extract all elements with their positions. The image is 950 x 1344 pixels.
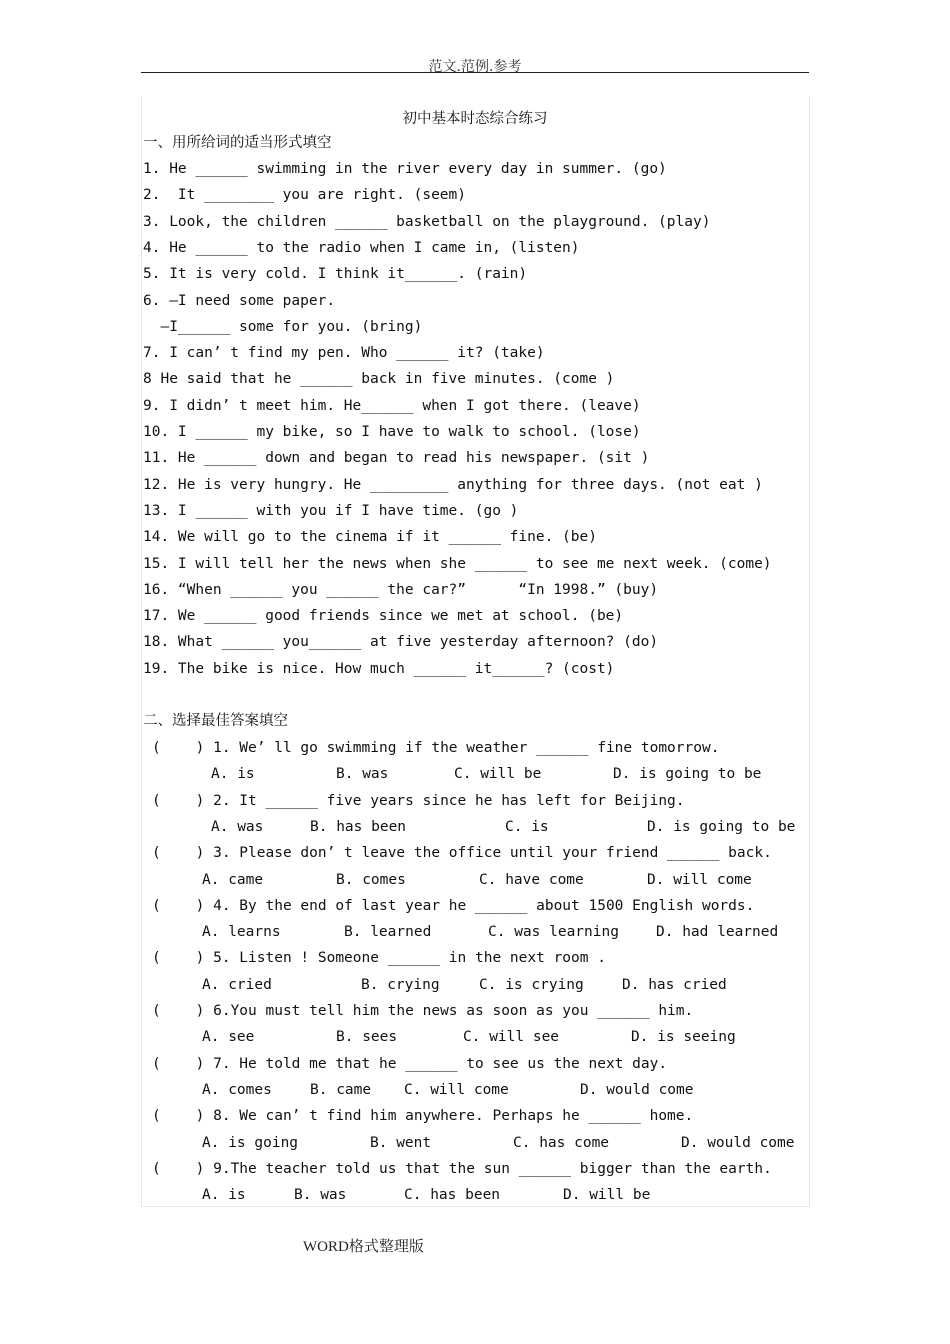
question-line: ( ) 9.The teacher told us that the sun ______ bigger than the earth. bbox=[152, 1160, 772, 1177]
header-rule bbox=[141, 72, 809, 73]
answer-option: D. is going to be bbox=[613, 766, 762, 783]
answer-option: B. learned bbox=[344, 924, 432, 941]
answer-option: A. was bbox=[211, 818, 264, 835]
answer-option: D. would come bbox=[580, 1081, 694, 1098]
page-footer: WORD格式整理版 bbox=[303, 1239, 424, 1255]
exercise-line: 8 He said that he ______ back in five minutes. (come ) bbox=[143, 371, 615, 388]
question-line: ( ) 1. We’ ll go swimming if the weather ______ fine tomorrow. bbox=[152, 740, 720, 756]
answer-option: B. has been bbox=[310, 818, 407, 835]
answer-option: D. will be bbox=[563, 1187, 651, 1204]
exercise-line: 3. Look, the children ______ basketball on the playground. (play) bbox=[143, 213, 711, 230]
answer-option: B. came bbox=[310, 1081, 372, 1098]
answer-option: B. went bbox=[370, 1134, 432, 1151]
exercise-line: 14. We will go to the cinema if it ______ fine. (be) bbox=[143, 529, 597, 546]
answer-option: C. will see bbox=[463, 1029, 560, 1046]
answer-option: A. is bbox=[211, 766, 255, 783]
exercise-line: 5. It is very cold. I think it______. (rain) bbox=[143, 266, 528, 283]
question-line: ( ) 4. By the end of last year he ______ about 1500 English words. bbox=[152, 897, 755, 914]
exercise-line: 9. I didn’ t meet him. He______ when I got there. (leave) bbox=[143, 397, 641, 414]
exercise-line: 6. —I need some paper. bbox=[143, 292, 336, 309]
answer-option: C. was learning bbox=[488, 924, 619, 941]
answer-option: C. has been bbox=[404, 1187, 501, 1204]
exercise-line: 1. He ______ swimming in the river every day in summer. (go) bbox=[143, 161, 667, 177]
exercise-line: 19. The bike is nice. How much ______ it______? (cost) bbox=[143, 660, 615, 677]
answer-option: C. is crying bbox=[479, 976, 584, 993]
answer-option: D. will come bbox=[647, 871, 752, 888]
section2-heading: 二、选择最佳答案填空 bbox=[143, 713, 288, 729]
answer-option: A. see bbox=[202, 1029, 255, 1046]
exercise-line: 7. I can’ t find my pen. Who ______ it? (take) bbox=[143, 345, 545, 362]
answer-option: D. is seeing bbox=[631, 1029, 736, 1046]
question-line: ( ) 3. Please don’ t leave the office until your friend ______ back. bbox=[152, 845, 772, 862]
answer-option: D. is going to be bbox=[647, 818, 796, 835]
answer-option: A. came bbox=[202, 871, 264, 888]
answer-option: D. would come bbox=[681, 1134, 795, 1151]
exercise-line: 11. He ______ down and began to read his newspaper. (sit ) bbox=[143, 450, 650, 467]
question-line: ( ) 5. Listen ! Someone ______ in the next room . bbox=[152, 950, 606, 967]
answer-option: D. had learned bbox=[656, 924, 779, 941]
document-title: 初中基本时态综合练习 bbox=[402, 111, 548, 127]
exercise-line: 18. What ______ you______ at five yesterday afternoon? (do) bbox=[143, 634, 659, 651]
question-line: ( ) 7. He told me that he ______ to see us the next day. bbox=[152, 1055, 668, 1072]
answer-option: B. sees bbox=[336, 1029, 398, 1046]
question-line: ( ) 6.You must tell him the news as soon as you ______ him. bbox=[152, 1003, 694, 1019]
answer-option: C. have come bbox=[479, 871, 584, 888]
page-header: 范文.范例.参考 bbox=[428, 59, 522, 75]
answer-option: C. is bbox=[505, 818, 549, 835]
answer-option: C. will come bbox=[404, 1081, 509, 1098]
answer-option: B. was bbox=[294, 1187, 347, 1204]
answer-option: A. learns bbox=[202, 924, 281, 941]
exercise-line: 13. I ______ with you if I have time. (go ) bbox=[143, 502, 519, 519]
question-line: ( ) 2. It ______ five years since he has left for Beijing. bbox=[152, 792, 685, 809]
answer-option: A. cried bbox=[202, 976, 272, 993]
answer-option: D. has cried bbox=[622, 976, 727, 993]
question-line: ( ) 8. We can’ t find him anywhere. Perhaps he ______ home. bbox=[152, 1108, 694, 1125]
exercise-line: 2. It ________ you are right. (seem) bbox=[143, 187, 467, 204]
answer-option: B. comes bbox=[336, 871, 406, 888]
answer-option: C. has come bbox=[513, 1134, 610, 1151]
exercise-line: 12. He is very hungry. He _________ anything for three days. (not eat ) bbox=[143, 476, 763, 493]
section1-heading: 一、用所给词的适当形式填空 bbox=[143, 135, 332, 151]
answer-option: B. crying bbox=[361, 976, 440, 993]
answer-option: C. will be bbox=[454, 766, 542, 783]
exercise-line: 15. I will tell her the news when she ______ to see me next week. (come) bbox=[143, 555, 772, 572]
answer-option: A. is going bbox=[202, 1134, 299, 1151]
exercise-line: 4. He ______ to the radio when I came in, (listen) bbox=[143, 239, 580, 256]
exercise-line: —I______ some for you. (bring) bbox=[143, 318, 423, 335]
answer-option: B. was bbox=[336, 766, 389, 783]
exercise-line: 16. “When ______ you ______ the car?” “In 1998.” (buy) bbox=[143, 581, 659, 598]
answer-option: A. is bbox=[202, 1187, 246, 1204]
answer-option: A. comes bbox=[202, 1081, 272, 1098]
exercise-line: 17. We ______ good friends since we met at school. (be) bbox=[143, 608, 624, 625]
exercise-line: 10. I ______ my bike, so I have to walk to school. (lose) bbox=[143, 424, 641, 440]
